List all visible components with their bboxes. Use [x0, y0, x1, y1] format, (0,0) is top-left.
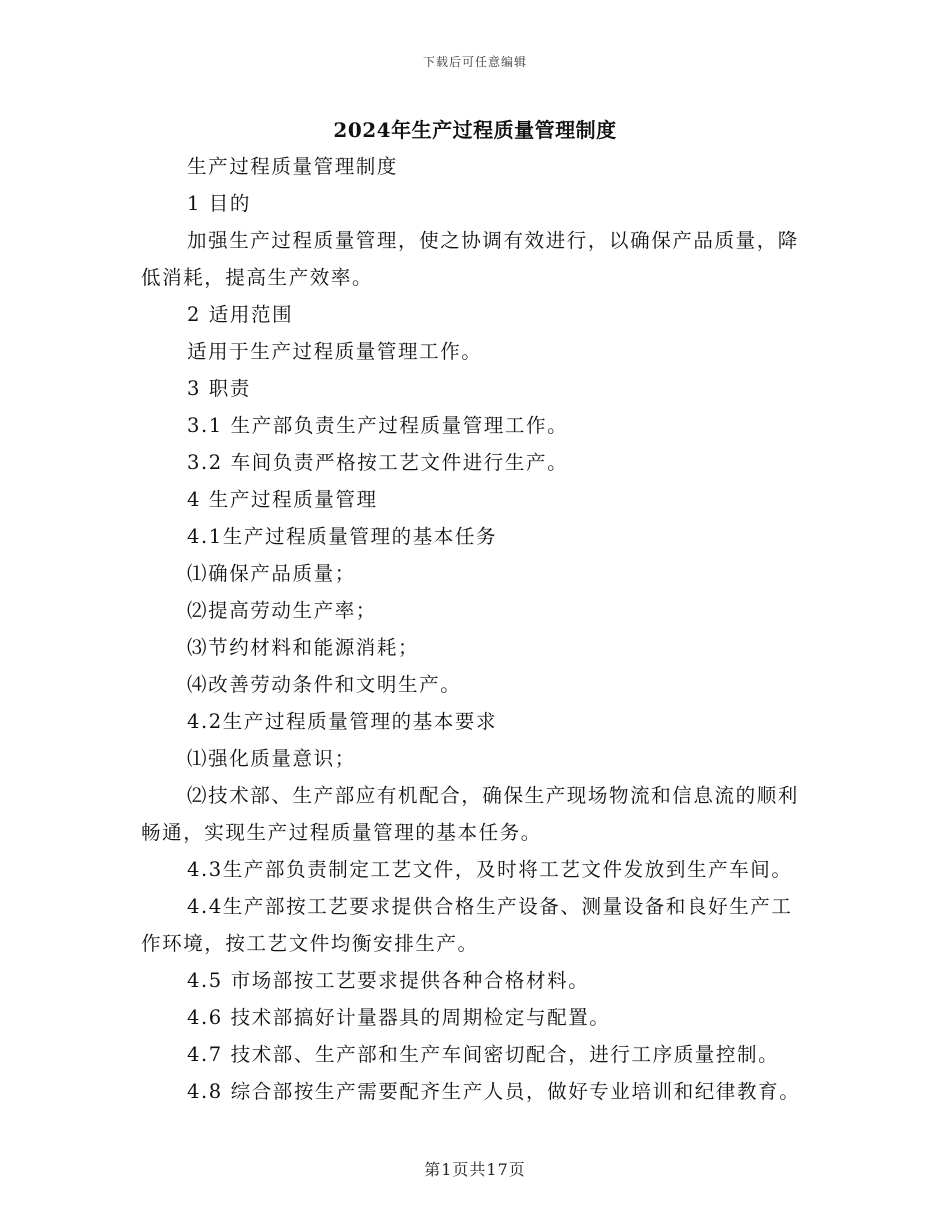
- page-footer-page-number: 第1页共17页: [424, 1160, 526, 1179]
- list-item: ⑷改善劳动条件和文明生产。: [187, 673, 462, 696]
- section-heading: 4 生产过程质量管理: [187, 488, 378, 511]
- paragraph: 4.6 技术部搞好计量器具的周期检定与配置。: [187, 1006, 611, 1029]
- list-item: ⑵提高劳动生产率；: [187, 599, 377, 622]
- section-heading: 1 目的: [187, 192, 252, 215]
- paragraph: 加强生产过程质量管理，使之协调有效进行，以确保产品质量，降低消耗，提高生产效率。: [141, 229, 799, 289]
- paragraph: 适用于生产过程质量管理工作。: [187, 340, 483, 363]
- document-body: [141, 148, 813, 1110]
- section-heading: 2 适用范围: [187, 303, 294, 326]
- document-title: 2024年生产过程质量管理制度: [333, 118, 617, 142]
- paragraph: 4.7 技术部、生产部和生产车间密切配合，进行工序质量控制。: [187, 1043, 780, 1066]
- paragraph: 3.1 生产部负责生产过程质量管理工作。: [187, 414, 569, 437]
- paragraph: 4.5 市场部按工艺要求提供各种合格材料。: [187, 969, 590, 992]
- paragraph: 3.2 车间负责严格按工艺文件进行生产。: [187, 451, 569, 474]
- section-heading: 3 职责: [187, 377, 252, 400]
- subsection-heading: 4.1生产过程质量管理的基本任务: [187, 525, 498, 548]
- list-item: ⑵技术部、生产部应有机配合，确保生产现场物流和信息流的顺利畅通，实现生产过程质量管理的基本任务。: [141, 784, 799, 844]
- list-item: ⑶节约材料和能源消耗；: [187, 636, 420, 659]
- list-item: ⑴确保产品质量；: [187, 562, 356, 585]
- paragraph: 4.4生产部按工艺要求提供合格生产设备、测量设备和良好生产工作环境，按工艺文件均衡安排生产。: [141, 895, 793, 955]
- page-header-note: 下载后可任意编辑: [422, 55, 527, 69]
- paragraph: 4.3生产部负责制定工艺文件，及时将工艺文件发放到生产车间。: [187, 858, 793, 881]
- subsection-heading: 4.2生产过程质量管理的基本要求: [187, 710, 498, 733]
- paragraph: 生产过程质量管理制度: [187, 155, 399, 178]
- list-item: ⑴强化质量意识；: [187, 747, 356, 770]
- paragraph: 4.8 综合部按生产需要配齐生产人员，做好专业培训和纪律教育。: [187, 1080, 801, 1103]
